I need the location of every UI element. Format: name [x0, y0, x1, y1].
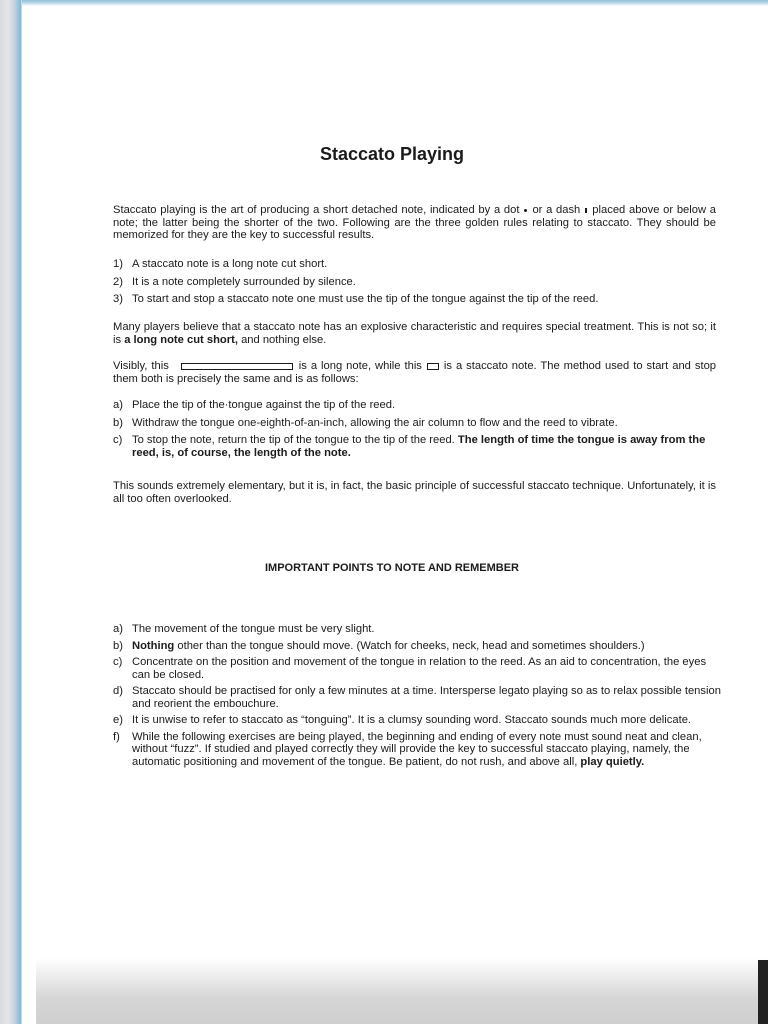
staccato-dot-icon	[524, 209, 527, 212]
myth-paragraph: Many players believe that a staccato note has an explosive characteristic and requires special treatment. This is not so; it is a long note cut short, and nothing else.	[113, 321, 716, 346]
intro-text-2: or a dash	[532, 204, 581, 216]
summary-paragraph: This sounds extremely elementary, but it is, in fact, the basic principle of successful staccato technique. Unfortunately, it is all too often overlooked.	[113, 480, 716, 505]
list-item: 2) It is a note completely surrounded by silence.	[113, 275, 356, 288]
list-item: b) Withdraw the tongue one-eighth-of-an-inch, allowing the air column to flow and the reed to vibrate.	[113, 416, 618, 429]
list-item: 3) To start and stop a staccato note one must use the tip of the tongue against the tip of the reed.	[113, 293, 599, 305]
document-page	[24, 6, 760, 966]
intro-text-1: Staccato playing is the art of producing a short detached note, indicated by a dot	[113, 204, 520, 216]
list-item: f) While the following exercises are being played, the beginning and ending of every note must sound neat and clean, without “fuzz”. If studied and played correctly they will provide the key to successful staccato playing, namely, the automatic positioning and movement of the tongue. Be patient, do not rush, and above all, play quietly.	[113, 730, 702, 768]
page-title: Staccato Playing	[319, 144, 465, 164]
intro-text-3: placed above or below a note; the latter being the shorter of the two. Following are the three golden rules relating to staccato. They should be memorized for they are the key to successful results.	[113, 204, 716, 241]
list-item: c) To stop the note, return the tip of the tongue to the tip of the reed. The length of time the tongue is away from the reed, is, of course, the length of the note.	[113, 434, 706, 459]
scan-left-edge	[0, 0, 22, 1024]
staccato-dash-icon	[585, 208, 587, 213]
list-item: a) The movement of the tongue must be very slight.	[113, 623, 375, 635]
staccato-note-symbol-icon	[427, 363, 439, 370]
list-item: c) Concentrate on the position and movement of the tongue in relation to the reed. As an aid to concentration, the eyes can be closed.	[113, 656, 707, 681]
golden-rules-list	[113, 258, 723, 311]
long-note-symbol-icon	[181, 363, 293, 370]
important-points-list	[113, 623, 723, 772]
list-item: b) Nothing other than the tongue should move. (Watch for cheeks, neck, head and sometimes shoulders.)	[113, 639, 645, 652]
visibly-paragraph: Visibly, this is a long note, while this is a staccato note. The method used to start and stop them both is precisely the same and is as follows:	[113, 360, 717, 385]
method-list	[113, 399, 723, 464]
scan-corner	[758, 960, 768, 1024]
list-item: 1) A staccato note is a long note cut short.	[113, 258, 328, 270]
scan-bottom-shadow	[36, 958, 768, 1024]
section-heading: IMPORTANT POINTS TO NOTE AND REMEMBER	[264, 562, 520, 574]
list-item: a) Place the tip of the·tongue against the tip of the reed.	[113, 399, 396, 411]
intro-paragraph	[113, 204, 716, 242]
list-item: d) Staccato should be practised for only a few minutes at a time. Intersperse legato playing so as to relax possible tension and reorient the embouchure.	[113, 685, 721, 710]
list-item: e) It is unwise to refer to staccato as “tonguing”. It is a clumsy sounding word. Staccato sounds much more delicate.	[113, 714, 692, 726]
